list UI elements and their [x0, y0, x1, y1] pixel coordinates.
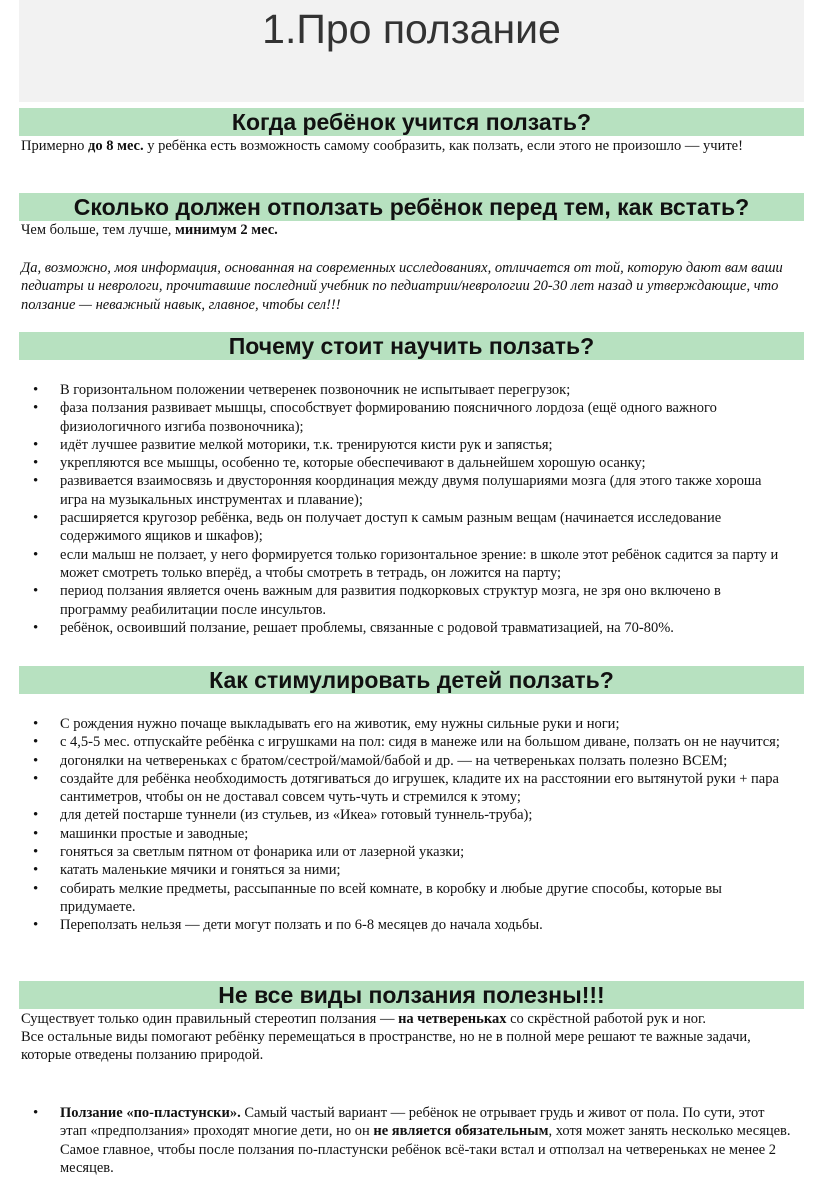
stimulate-list — [21, 715, 791, 935]
list-item — [21, 1104, 791, 1177]
list-item: • укрепляются все мышцы, особенно те, которые обеспечивают в дальнейшем хорошую осанку; — [21, 454, 791, 472]
list-item: • Переползать нельзя — дети могут ползать и по 6-8 месяцев до начала ходьбы. — [21, 916, 791, 934]
bold-run: не является обязательным — [373, 1123, 549, 1140]
list-item: • развивается взаимосвязь и двусторонняя координация между двумя полушариями мозга (для этого также хороша игра на музыкальных инструментах и плавание); — [21, 472, 791, 509]
page-title: 1.Про ползание — [262, 6, 561, 52]
section-heading-stimulate: Как стимулировать детей ползать? — [19, 666, 804, 694]
section-heading-when: Когда ребёнок учится ползать? — [19, 108, 804, 136]
crawl-types-list — [21, 1104, 791, 1177]
bold-run: Ползание «по-пластунски». — [60, 1105, 241, 1121]
list-item: • гоняться за светлым пятном от фонарика или от лазерной указки; — [21, 843, 791, 861]
section-text-not-all-2: Все остальные виды помогают ребёнку перемещаться в пространстве, но не в полной мере решают те важные задачи, которые отведены ползанию природой. — [21, 1029, 751, 1064]
bold-run: минимум 2 мес. — [175, 222, 278, 238]
section-heading-why: Почему стоит научить ползать? — [19, 332, 804, 360]
list-item: • С рождения нужно почаще выкладывать его на животик, ему нужны сильные руки и ноги; — [21, 715, 791, 733]
title-band — [19, 0, 804, 102]
text-run: со скрёстной работой рук и ног. — [506, 1011, 706, 1027]
list-item: • период ползания является очень важным для развития подкорковых структур мозга, не зря оно включено в программу реабилитации после инсультов. — [21, 582, 791, 619]
list-item: • В горизонтальном положении четверенек позвоночник не испытывает перегрузок; — [21, 381, 791, 399]
bold-run: до 8 мес. — [87, 138, 144, 154]
list-item: • катать маленькие мячики и гоняться за ними; — [21, 861, 791, 879]
list-item: • для детей постарше туннели (из стульев, из «Икеа» готовый туннель-труба); — [21, 806, 791, 824]
list-item: • собирать мелкие предметы, рассыпанные по всей комнате, в коробку и любые другие способы, которые вы придумаете. — [21, 880, 791, 917]
section-text-when — [21, 137, 791, 155]
list-item: • догонялки на четвереньках с братом/сестрой/мамой/бабой и др. — на четвереньках ползать полезно ВСЕМ; — [21, 752, 791, 770]
list-item: • с 4,5-5 мес. отпускайте ребёнка с игрушками на пол: сидя в манеже или на большом диване, ползать он не научится; — [21, 733, 791, 751]
list-item: • расширяется кругозор ребёнка, ведь он получает доступ к самым разным вещам (начинается исследование содержимого ящиков и шкафов); — [21, 509, 791, 546]
section-heading-not-all: Не все виды ползания полезны!!! — [19, 981, 804, 1009]
list-item: • ребёнок, освоивший ползание, решает проблемы, связанные с родовой травматизацией, на 70-80%. — [21, 619, 791, 637]
text-run: , хотя может занять несколько месяцев. Самое главное, чтобы после ползания по-пластунски ребёнок всё-таки встал и отползал на четвереньках не менее 2 месяцев. — [60, 1123, 791, 1176]
section-heading-how-long: Сколько должен отползать ребёнок перед тем, как встать? — [19, 193, 804, 221]
list-item: • идёт лучшее развитие мелкой моторики, т.к. тренируются кисти рук и запястья; — [21, 436, 791, 454]
text-run: у ребёнка есть возможность самому сообразить, как ползать, если этого не произошло — учите! — [143, 138, 743, 154]
text-run: Примерно — [21, 138, 88, 154]
section-text-not-all — [21, 1010, 791, 1028]
list-item: • машинки простые и заводные; — [21, 825, 791, 843]
text-run: Существует только один правильный стереотип ползания — — [21, 1011, 399, 1027]
section-text-how-long — [21, 221, 791, 239]
text-run: Чем больше, тем лучше, — [21, 222, 175, 238]
bold-run: на четвереньках — [398, 1011, 507, 1027]
list-item: • фаза ползания развивает мышцы, способствует формированию поясничного лордоза (ещё одного важного физиологичного изгиба позвоночника); — [21, 399, 791, 436]
italic-note: Да, возможно, моя информация, основанная на современных исследованиях, отличается от той, которую дают вам ваши педиатры и неврологи, прочитавшие последний учебник по педиатрии/неврологии 20-30 лет назад и утверждающие, что ползание — неважный навык, главное, чтобы сел!!! — [21, 260, 783, 313]
list-item: • создайте для ребёнка необходимость дотягиваться до игрушек, кладите их на расстоянии его вытянутой руки + пара сантиметров, чтобы он не доставал совсем чуть-чуть и стремился к этому; — [21, 770, 791, 807]
text-run: Самый частый вариант — ребёнок не отрывает грудь и живот от пола. По сути, этот этап «предползания» проходят многие дети, но он — [60, 1105, 765, 1140]
why-list — [21, 381, 791, 637]
list-item: • если малыш не ползает, у него формируется только горизонтальное зрение: в школе этот ребёнок садится за парту и может смотреть только вперёд, а чтобы смотреть в тетрадь, он ложится на парту; — [21, 546, 791, 583]
